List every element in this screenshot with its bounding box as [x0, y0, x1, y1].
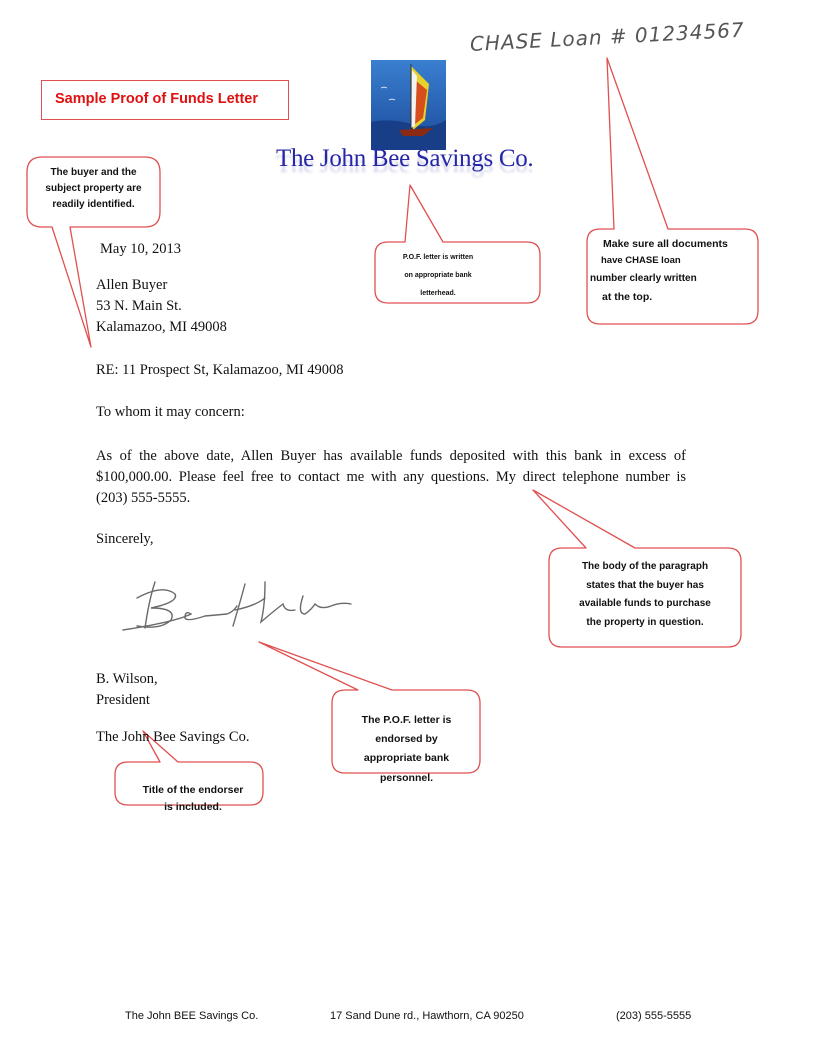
callout-endorsed-text: The P.O.F. letter is endorsed by appropriate bank personnel. — [361, 714, 452, 784]
callout-buyer-text: The buyer and the subject property are readily identified. — [45, 167, 142, 210]
callout-title-text: Title of the endorser is included. — [142, 784, 244, 813]
footer-address: 17 Sand Dune rd., Hawthorn, CA 90250 — [330, 1010, 524, 1022]
handwritten-loan-number: CHASE Loan # 01234567 — [469, 17, 746, 56]
callout-letterhead-text: P.O.F. letter is written on appropriate bank letterhead. — [402, 254, 474, 298]
signer-company: The John Bee Savings Co. — [96, 729, 250, 745]
footer-company: The John BEE Savings Co. — [125, 1010, 259, 1022]
callout-body-text: The body of the paragraph states that the buyer has available funds to purchase the property in question. — [579, 561, 711, 628]
callout-chase-text: Make sure all documents have CHASE loan number clearly written at the top. — [590, 238, 728, 303]
re-line: RE: 11 Prospect St, Kalamazoo, MI 49008 — [96, 362, 344, 378]
salutation: To whom it may concern: — [96, 404, 245, 420]
recipient-city: Kalamazoo, MI 49008 — [96, 319, 227, 335]
recipient-name: Allen Buyer — [96, 277, 168, 293]
closing: Sincerely, — [96, 531, 154, 547]
footer-phone: (203) 555-5555 — [616, 1010, 692, 1022]
body-line: (203) 555-5555. — [96, 490, 191, 506]
letter-body — [96, 446, 686, 509]
recipient-street: 53 N. Main St. — [96, 298, 182, 314]
signer-name: B. Wilson, — [96, 671, 158, 687]
signature-image — [115, 570, 355, 640]
letter-date: May 10, 2013 — [100, 241, 181, 257]
signer-title: President — [96, 692, 150, 708]
body-line: $100,000.00. Please feel free to contact me with any questions. My direct telephone number is — [96, 469, 686, 485]
letterhead-bank-name: The John Bee Savings Co. — [276, 145, 534, 172]
body-line: As of the above date, Allen Buyer has available funds deposited with this bank in excess of — [96, 448, 686, 464]
page-title: Sample Proof of Funds Letter — [55, 91, 259, 107]
